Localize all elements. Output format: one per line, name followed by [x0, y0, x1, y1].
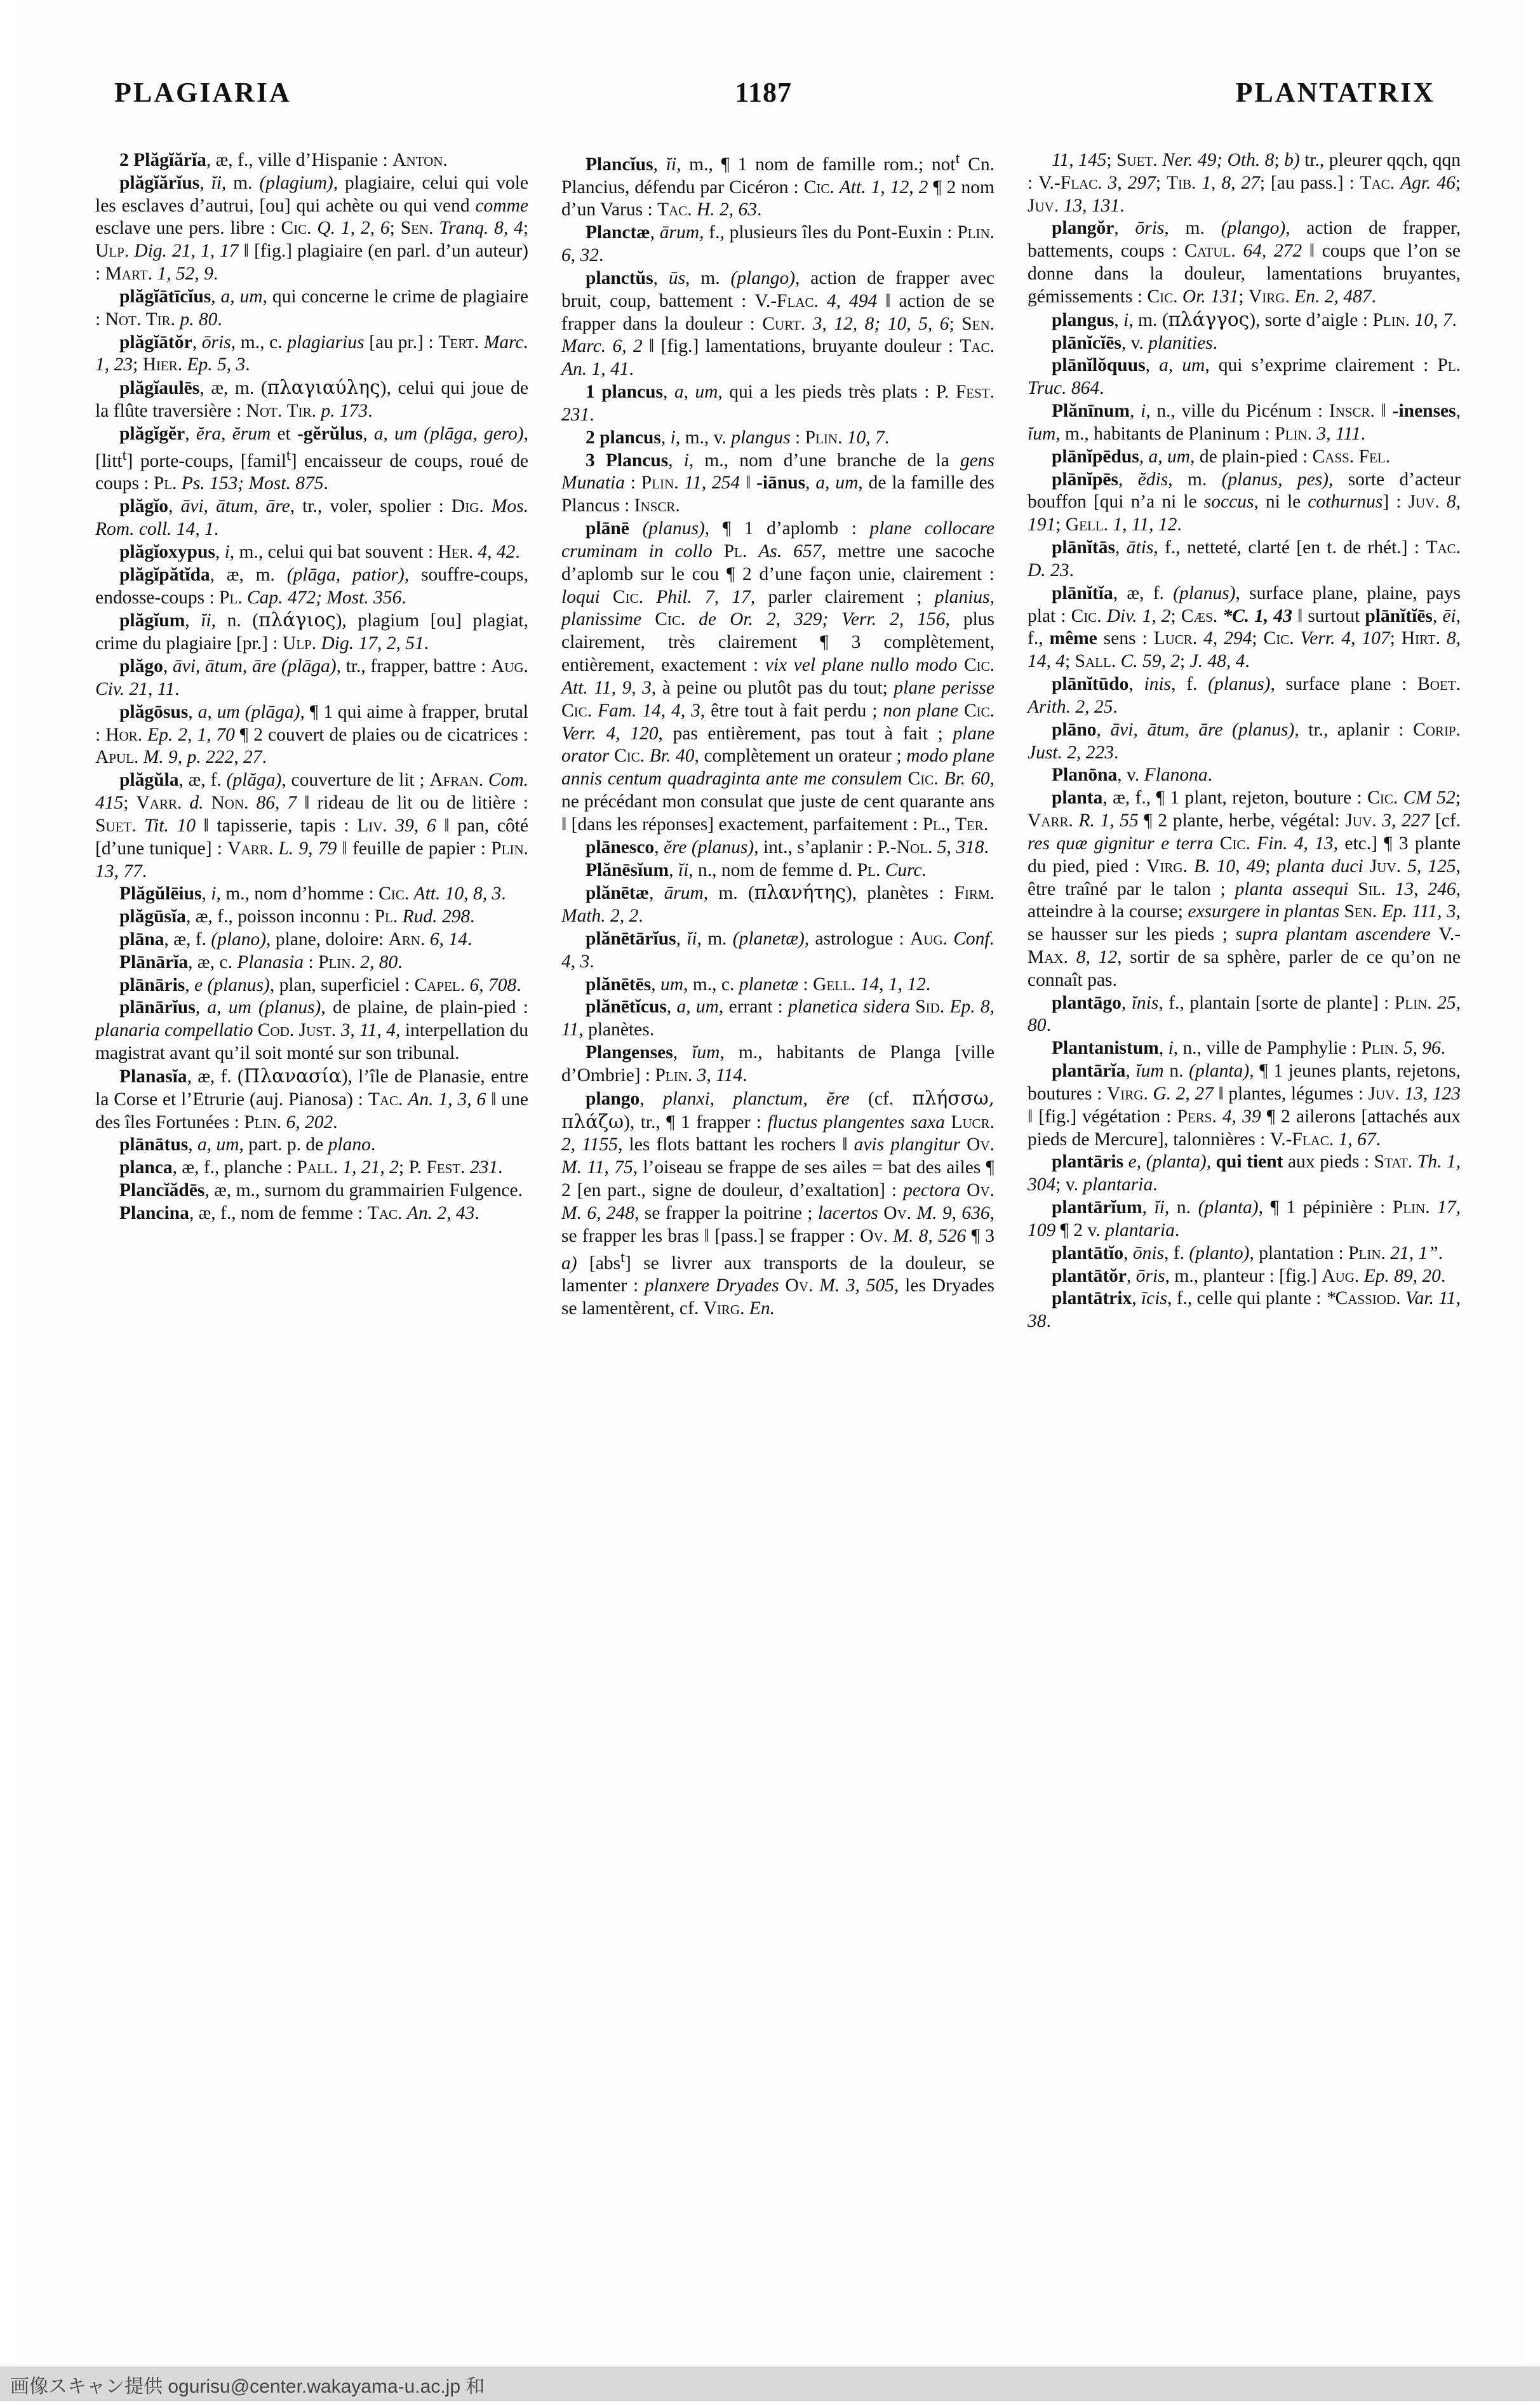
- column-3: [1028, 149, 1461, 2296]
- scan-credit-bar: [0, 2367, 1540, 2401]
- page-number: 1187: [735, 77, 792, 108]
- dictionary-entry: Planctæ, ārum, f., plusieurs îles du Pont-Euxin : Plin. 6, 32.: [561, 222, 995, 266]
- dictionary-entry: 1 plancus, a, um, qui a les pieds très plats : P. Fest. 231.: [561, 382, 994, 425]
- dictionary-entry: plănētæ, ārum, m. (πλανήτης), planètes : Firm. Math. 2, 2.: [561, 882, 994, 927]
- dictionary-entry: Plancĭădēs, æ, m., surnom du grammairien Fulgence.: [119, 1180, 523, 1201]
- dictionary-entry: Plancĭus, ĭi, m., ¶ 1 nom de famille rom.; not$^t$ Cn. Plancius, défendu par Cicéron : Cic. Att. 1, 12, 2 ¶ 2 nom d’un Varus : Tac. H. 2, 63.: [561, 150, 994, 220]
- column-1: [95, 149, 528, 2296]
- dictionary-entry: plānĭtĭa, æ, f. (planus), surface plane, plaine, pays plat : Cic. Div. 1, 2; Cæs. *C. 1, 43 ‖ surtout plānĭtĭēs, ēi, f., même sens : Lucr. 4, 294; Cic. Verr. 4, 107; Hirt. 8, 14, 4; Sall. C. 59, 2; J. 48, 4.: [1028, 582, 1461, 672]
- page-header: [114, 76, 1435, 121]
- header-right-headword: PLANTATRIX: [1235, 77, 1435, 108]
- dictionary-entry: plantāris e, (planta), qui tient aux pieds : Stat. Th. 1, 304; v. plantaria.: [1028, 1152, 1461, 1195]
- dictionary-entry: Planasĭa, æ, f. (Πλανασία), l’île de Planasie, entre la Corse et l’Etrurie (auj. Pianosa) : Tac. An. 1, 3, 6 ‖ une des îles Fortunées : Plin. 6, 202.: [95, 1065, 528, 1132]
- dictionary-entry: Plăgŭlēius, i, m., nom d’homme : Cic. Att. 10, 8, 3.: [119, 884, 506, 904]
- dictionary-entry: plăgĭātīcĭus, a, um, qui concerne le crime de plagiaire : Not. Tir. p. 80.: [95, 286, 528, 330]
- dictionary-entry: plăgĭum, ĭi, n. (πλάγιος), plagium [ou] plagiat, crime du plagiaire [pr.] : Ulp. Dig. 17, 2, 51.: [95, 609, 528, 654]
- dictionary-entry: plānātus, a, um, part. p. de plano.: [119, 1134, 376, 1155]
- scan-credit-text: 画像スキャン提供 ogurisu@center.wakayama-u.ac.jp 和: [10, 2376, 485, 2397]
- right-page-edge: [1523, 0, 1540, 2406]
- dictionary-entry: Plănīnum, i, n., ville du Picénum : Inscr. ‖ -inenses, ĭum, m., habitants de Planinum : Plin. 3, 111.: [1028, 401, 1461, 444]
- dictionary-entry: Plangenses, ĭum, m., habitants de Planga [ville d’Ombrie] : Plin. 3, 114.: [561, 1042, 995, 1085]
- dictionary-entry: plangus, i, m. (πλάγγος), sorte d’aigle : Plin. 10, 7.: [1052, 308, 1457, 330]
- dictionary-entry: plăgŭla, æ, f. (plăga), couverture de lit ; Afran. Com. 415; Varr. d. Non. 86, 7 ‖ rideau de lit ou de litière : Suet. Tit. 10 ‖ tapisserie, tapis : Liv. 39, 6 ‖ pan, côté [d’une tunique] : Varr. L. 9, 79 ‖ feuille de papier : Plin. 13, 77.: [95, 770, 529, 882]
- dictionary-entry: plantārĭum, ĭi, n. (planta), ¶ 1 pépinière : Plin. 17, 109 ¶ 2 v. plantaria.: [1028, 1197, 1461, 1240]
- dictionary-entry: plăgĭaulēs, æ, m. (πλαγιαύλης), celui qui joue de la flûte traversière : Not. Tir. p. 173.: [95, 377, 528, 422]
- dictionary-entry: plānē (planus), ¶ 1 d’aplomb : plane collocare cruminam in collo Pl. As. 657, mettre une sacoche d’aplomb sur le cou ¶ 2 d’une façon unie, clairement : loqui Cic. Phil. 7, 17, parler clairement ; planius, planissime Cic. de Or. 2, 329; Verr. 2, 156, plus clairement, très clairement ¶ 3 complètement, entièrement, exactement : vix vel plane nullo modo Cic. Att. 11, 9, 3, à peine ou plutôt pas du tout; plane perisse Cic. Fam. 14, 4, 3, être tout à fait perdu ; non plane Cic. Verr. 4, 120, pas entièrement, pas tout à fait ; plane orator Cic. Br. 40, complètement un orateur ; modo plane annis centum quadraginta ante me consulem Cic. Br. 60, ne précédant mon consulat que juste de cent quarante ans ‖ [dans les réponses] exactement, parfaitement : Pl., Ter.: [561, 518, 995, 835]
- dictionary-entry: plangŏr, ōris, m. (plango), action de frapper, battements, coups : Catul. 64, 272 ‖ coups que l’on se donne dans la douleur, lamentations bruyantes, gémissements : Cic. Or. 131; Virg. En. 2, 487.: [1028, 218, 1461, 307]
- dictionary-entry: plānāris, e (planus), plan, superficiel : Capel. 6, 708.: [119, 974, 521, 995]
- dictionary-entry: plānĭtās, ātis, f., netteté, clarté [en t. de rhét.] : Tac. D. 23.: [1028, 537, 1461, 581]
- dictionary-entry: plānĭpēs, ĕdis, m. (planus, pes), sorte d’acteur bouffon [qui n’a ni le soccus, ni le cothurnus] : Juv. 8, 191; Gell. 1, 11, 12.: [1028, 469, 1461, 535]
- dictionary-entry: plăgĭpătĭda, æ, m. (plāga, patior), souffre-coups, endosse-coups : Pl. Cap. 472; Most. 356.: [95, 564, 529, 608]
- dictionary-entry: plānārĭus, a, um (planus), de plaine, de plain-pied : planaria compellatio Cod. Just. 3, 11, 4, interpellation du magistrat avant qu’il soit monté sur son tribunal.: [95, 997, 529, 1064]
- dictionary-entry: plango, planxi, planctum, ĕre (cf. πλήσσω, πλάζω), tr., ¶ 1 frapper : fluctus plangentes saxa Lucr. 2, 1155, les flots battant les rochers ‖ avis plangitur Ov. M. 11, 75, l’oiseau se frappe de ses ailes = bat des ailes ¶ 2 [en part., signe de douleur, d’exaltation] : pectora Ov. M. 6, 248, se frapper la poitrine ; lacertos Ov. M. 9, 636, se frapper les bras ‖ [pass.] se frapper : Ov. M. 8, 526 ¶ 3 a) [abs$^t$] se livrer aux transports de la douleur, se lamenter : planxere Dryades Ov. M. 3, 505, les Dryades se lamentèrent, cf. Virg. En.: [561, 1087, 995, 1319]
- dictionary-entry: plăgĭātŏr, ōris, m., c. plagiarius [au pr.] : Tert. Marc. 1, 23; Hier. Ep. 5, 3.: [95, 332, 529, 375]
- dictionary-entry: Plănēsĭum, ĭi, n., nom de femme d. Pl. Curc.: [586, 859, 927, 880]
- dictionary-entry: 2 Plăgĭărĭa, æ, f., ville d’Hispanie : Anton.: [119, 150, 448, 170]
- dictionary-entry: planta, æ, f., ¶ 1 plant, rejeton, bouture : Cic. CM 52; Varr. R. 1, 55 ¶ 2 plante, herbe, végétal: Juv. 3, 227 [cf. res quæ gignitur e terra Cic. Fin. 4, 13, etc.] ¶ 3 plante du pied, pied : Virg. B. 10, 49; planta duci Juv. 5, 125, être traîné par le talon ; planta assequi Sil. 13, 246, atteindre à la course; exsurgere in plantas Sen. Ep. 111, 3, se hausser sur les pieds ; supra plantam ascendere V.-Max. 8, 12, sortir de sa sphère, parler de ce qu’on ne connaît pas.: [1028, 788, 1461, 990]
- left-page-edge: [0, 0, 17, 2406]
- dictionary-entry: plānĭlŏquus, a, um, qui s’exprime clairement : Pl. Truc. 864.: [1028, 355, 1461, 399]
- dictionary-entry: Plantanistum, i, n., ville de Pamphylie : Plin. 5, 96.: [1052, 1038, 1446, 1059]
- dictionary-entry: plantātĭo, ōnis, f. (planto), plantation : Plin. 21, 1”.: [1052, 1242, 1443, 1263]
- dictionary-entry: plāno, āvi, ātum, āre (planus), tr., aplanir : Corip. Just. 2, 223.: [1028, 719, 1461, 763]
- dictionary-entry: plăgĭo, āvi, ātum, āre, tr., voler, spolier : Dig. Mos. Rom. coll. 14, 1.: [95, 496, 528, 540]
- dictionary-entry: plăgo, āvi, ātum, āre (plāga), tr., frapper, battre : Aug. Civ. 21, 11.: [95, 656, 529, 699]
- dictionary-entry: plānesco, ĕre (planus), int., s’aplanir : P.-Nol. 5, 318.: [586, 837, 989, 857]
- dictionary-entry: plānĭtūdo, inis, f. (planus), surface plane : Boet. Arith. 2, 25.: [1028, 674, 1461, 717]
- dictionary-entry: 3 Plancus, i, m., nom d’une branche de la gens Munatia : Plin. 11, 254 ‖ -iānus, a, um, de la famille des Plancus : Inscr.: [561, 450, 995, 516]
- dictionary-entry: Planōna, v. Flanona.: [1052, 765, 1212, 786]
- column-2: [561, 149, 994, 2296]
- dictionary-entry: 2 plancus, i, m., v. plangus : Plin. 10, 7.: [586, 427, 890, 448]
- dictionary-entry: plănētēs, um, m., c. planetæ : Gell. 14, 1, 12.: [586, 974, 931, 995]
- dictionary-entry: 11, 145; Suet. Ner. 49; Oth. 8; b) tr., pleurer qqch, qqn : V.-Flac. 3, 297; Tib. 1, 8, 27; [au pass.] : Tac. Agr. 46; Juv. 13, 131.: [1028, 150, 1461, 216]
- header-left-headword: PLAGIARIA: [114, 77, 291, 108]
- dictionary-entry: plănētĭcus, a, um, errant : planetica sidera Sid. Ep. 8, 11, planètes.: [561, 997, 995, 1040]
- dictionary-entry: plăgūsĭa, æ, f., poisson inconnu : Pl. Rud. 298.: [119, 906, 475, 927]
- dictionary-entry: Plānārĭa, æ, c. Planasia : Plin. 2, 80.: [119, 951, 403, 972]
- dictionary-entry: plantātŏr, ōris, m., planteur : [fig.] Aug. Ep. 89, 20.: [1052, 1265, 1446, 1286]
- dictionary-entry: plănētārĭus, ĭi, m. (planetæ), astrologue : Aug. Conf. 4, 3.: [561, 928, 994, 972]
- dictionary-entry: plăgĭoxypus, i, m., celui qui bat souvent : Her. 4, 42.: [119, 541, 520, 562]
- dictionary-entry: plăgĭgĕr, ĕra, ĕrum et -gĕrŭlus, a, um (plāga, gero), [litt$^t$] porte-coups, [famil$^t$] encaisseur de coups, roué de coups : Pl. Ps. 153; Most. 875.: [95, 423, 528, 494]
- dictionary-entry: plantārĭa, ĭum n. (planta), ¶ 1 jeunes plants, rejetons, boutures : Virg. G. 2, 27 ‖ plantes, légumes : Juv. 13, 123 ‖ [fig.] végétation : Pers. 4, 39 ¶ 2 ailerons [attachés aux pieds de Mercure], talonnières : V.-Flac. 1, 67.: [1028, 1061, 1461, 1150]
- dictionary-entry: plăgōsus, a, um (plāga), ¶ 1 qui aime à frapper, brutal : Hor. Ep. 2, 1, 70 ¶ 2 couvert de plaies ou de cicatrices : Apul. M. 9, p. 222, 27.: [95, 701, 529, 768]
- dictionary-entry: plăgĭărĭus, ĭi, m. (plagium), plagiaire, celui qui vole les esclaves d’autrui, [ou] qui achète ou qui vend comme esclave une pers. libre : Cic. Q. 1, 2, 6; Sen. Tranq. 8, 4; Ulp. Dig. 21, 1, 17 ‖ [fig.] plagiaire (en parl. d’un auteur) : Mart. 1, 52, 9.: [95, 172, 529, 285]
- text-columns: [95, 149, 1461, 2296]
- dictionary-entry: plānĭpēdus, a, um, de plain-pied : Cass. Fel.: [1052, 446, 1390, 467]
- dictionary-entry: plantāgo, ĭnis, f., plantain [sorte de plante] : Plin. 25, 80.: [1028, 992, 1461, 1036]
- dictionary-entry: planca, æ, f., planche : Pall. 1, 21, 2; P. Fest. 231.: [119, 1157, 503, 1178]
- dictionary-entry: plantātrix, īcis, f., celle qui plante : *Cassiod. Var. 11, 38.: [1028, 1288, 1461, 1332]
- dictionary-entry: Plancina, æ, f., nom de femme : Tac. An. 2, 43.: [119, 1202, 479, 1223]
- dictionary-entry: plānĭcĭēs, v. planities.: [1052, 332, 1218, 353]
- dictionary-entry: plāna, æ, f. (plano), plane, doloire: Arn. 6, 14.: [119, 929, 472, 950]
- dictionary-entry: planctŭs, ūs, m. (plango), action de frapper avec bruit, coup, battement : V.-Flac. 4, 494 ‖ action de se frapper dans la douleur : Curt. 3, 12, 8; 10, 5, 6; Sen. Marc. 6, 2 ‖ [fig.] lamentations, bruyante douleur : Tac. An. 1, 41.: [561, 267, 995, 380]
